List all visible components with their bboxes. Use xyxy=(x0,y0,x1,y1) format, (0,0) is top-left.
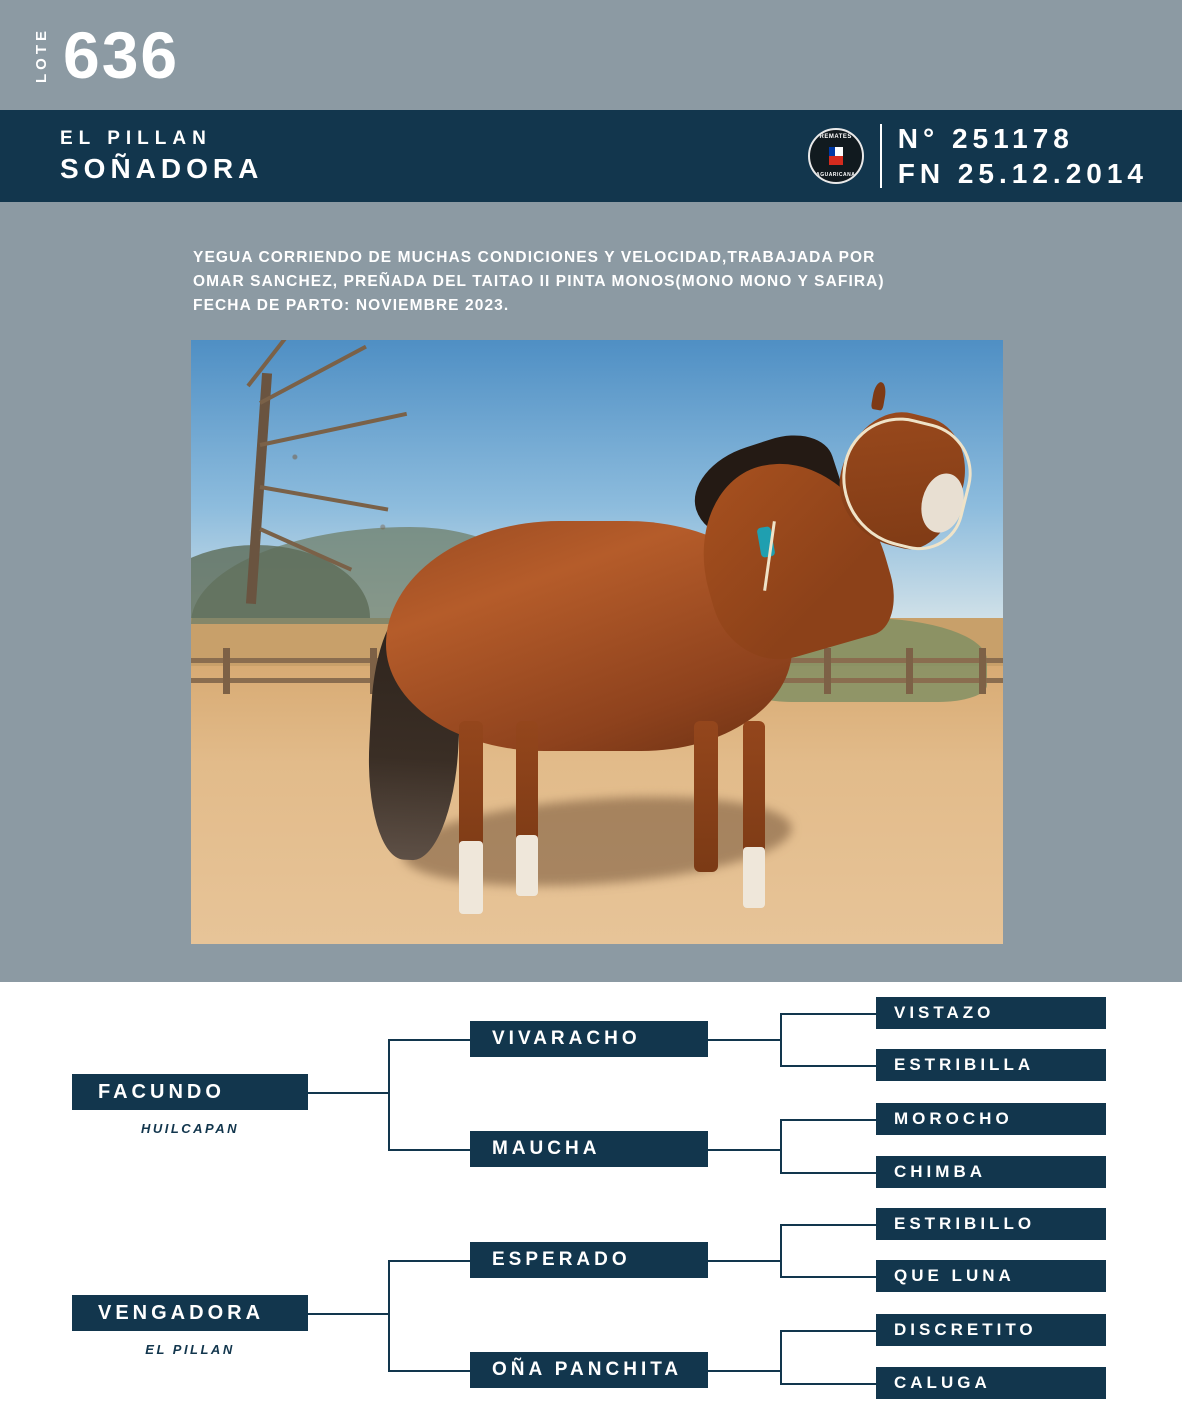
tree-branch xyxy=(259,485,388,512)
description-line-2: OMAR SANCHEZ, PREÑADA DEL TAITAO II PINTA MONOS(MONO MONO Y SAFIRA) xyxy=(193,273,885,291)
horse-name: SOÑADORA xyxy=(60,153,264,185)
connector xyxy=(780,1065,876,1067)
connector xyxy=(388,1260,390,1370)
name-block xyxy=(60,126,263,187)
breeder-name: EL PILLAN xyxy=(60,127,212,149)
description-line-1: YEGUA CORRIENDO DE MUCHAS CONDICIONES Y VELOCIDAD,TRABAJADA POR xyxy=(193,249,876,266)
fence-post xyxy=(906,648,913,694)
tree-branch xyxy=(259,412,407,447)
connector xyxy=(388,1039,390,1149)
connector xyxy=(780,1119,876,1121)
vertical-divider xyxy=(880,124,882,188)
registry-number: N° 251178 xyxy=(897,123,1074,154)
connector xyxy=(308,1092,388,1094)
connector xyxy=(780,1013,876,1015)
pedigree-dam-dam: OÑA PANCHITA xyxy=(470,1352,708,1388)
connector xyxy=(780,1276,876,1278)
registry-numbers xyxy=(898,121,1148,191)
horse-leg xyxy=(694,721,718,872)
connector xyxy=(708,1370,780,1372)
fence-post xyxy=(223,648,230,694)
horse-photo xyxy=(191,340,1003,944)
connector xyxy=(780,1330,782,1383)
pedigree-dam-sire-sire: ESTRIBILLO xyxy=(876,1208,1106,1240)
flag-icon xyxy=(829,147,843,165)
pedigree-chart xyxy=(0,982,1182,1418)
pedigree-dam-sire: ESPERADO xyxy=(470,1242,708,1278)
pedigree-dam: VENGADORA xyxy=(72,1295,308,1331)
connector xyxy=(388,1149,470,1151)
pedigree-sire-origin: HUILCAPAN xyxy=(140,1121,240,1136)
pedigree-sire: FACUNDO xyxy=(72,1074,308,1110)
tree-branch xyxy=(259,527,352,571)
connector xyxy=(388,1370,470,1372)
lote-label: LOTE xyxy=(33,27,50,83)
connector xyxy=(388,1260,470,1262)
pedigree-dam-sire-dam: QUE LUNA xyxy=(876,1260,1106,1292)
fence-post xyxy=(979,648,986,694)
description-line-3: FECHA DE PARTO: NOVIEMBRE 2023. xyxy=(193,297,510,315)
connector xyxy=(780,1172,876,1174)
connector xyxy=(780,1330,876,1332)
lote-number: 636 xyxy=(63,18,180,92)
horse-sock xyxy=(743,847,765,907)
pedigree-dam-dam-dam: CALUGA xyxy=(876,1367,1106,1399)
connector xyxy=(708,1260,780,1262)
pedigree-sire-dam-sire: MOROCHO xyxy=(876,1103,1106,1135)
auction-logo-icon xyxy=(808,128,864,184)
pedigree-sire-sire: VIVARACHO xyxy=(470,1021,708,1057)
connector xyxy=(780,1383,876,1385)
pedigree-sire-sire-sire: VISTAZO xyxy=(876,997,1106,1029)
pedigree-dam-origin: EL PILLAN xyxy=(145,1342,235,1357)
description xyxy=(193,246,1013,318)
lot-header xyxy=(0,0,1182,110)
logo-top-text: REMATES xyxy=(819,134,852,140)
logo-bottom-text: AGUARICANA xyxy=(816,172,856,178)
pedigree-sire-dam: MAUCHA xyxy=(470,1131,708,1167)
connector xyxy=(388,1039,470,1041)
connector xyxy=(780,1224,876,1226)
registry-block xyxy=(808,121,1148,191)
birth-date: FN 25.12.2014 xyxy=(897,158,1148,189)
connector xyxy=(308,1313,388,1315)
horse-sock xyxy=(516,835,538,895)
pedigree-sire-dam-dam: CHIMBA xyxy=(876,1156,1106,1188)
connector xyxy=(780,1119,782,1172)
connector xyxy=(708,1039,780,1041)
connector xyxy=(780,1013,782,1065)
pedigree-sire-sire-dam: ESTRIBILLA xyxy=(876,1049,1106,1081)
connector xyxy=(708,1149,780,1151)
name-bar xyxy=(0,110,1182,202)
fence-post xyxy=(824,648,831,694)
connector xyxy=(780,1224,782,1276)
pedigree-dam-dam-sire: DISCRETITO xyxy=(876,1314,1106,1346)
horse-sock xyxy=(459,841,483,913)
